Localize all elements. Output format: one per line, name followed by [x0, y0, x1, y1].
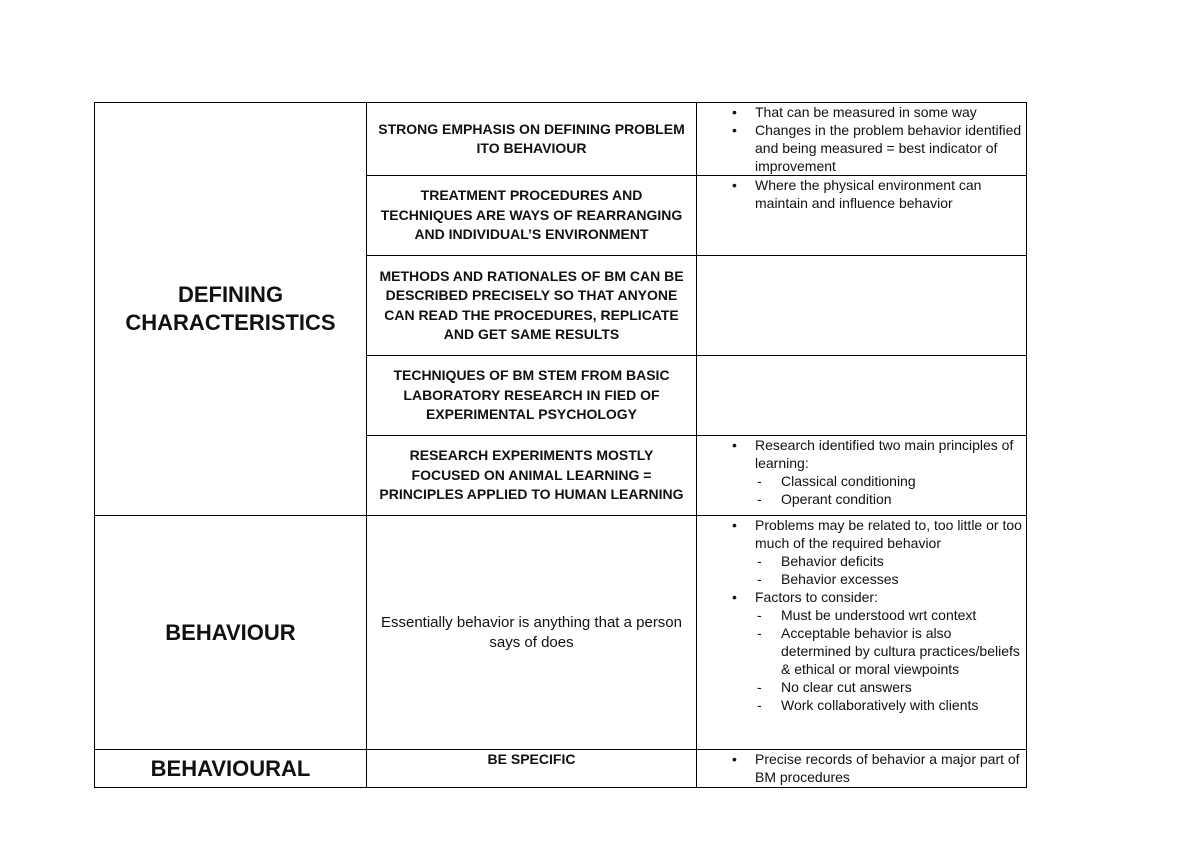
list-item: • Changes in the problem behavior identified and being measured = best indicator of improvement — [697, 121, 1022, 175]
table-cell — [697, 516, 1027, 750]
table-cell: BE SPECIFIC — [367, 750, 697, 788]
list-item: • Factors to consider: — [697, 588, 1022, 606]
list-item: • Precise records of behavior a major part of BM procedures — [697, 750, 1022, 786]
table-cell: TECHNIQUES OF BM STEM FROM BASIC LABORATORY RESEARCH IN FIED OF EXPERIMENTAL PSYCHOLOGY — [367, 356, 697, 436]
list-item: - Must be understood wrt context — [697, 606, 1022, 624]
list-item: • Research identified two main principles of learning: — [697, 436, 1022, 472]
list-item: • That can be measured in some way — [697, 103, 1022, 121]
document-table — [94, 102, 1027, 788]
table-cell — [697, 750, 1027, 788]
section-heading-defining-characteristics: DEFINING CHARACTERISTICS — [95, 103, 367, 516]
list-item: - Acceptable behavior is also determined by cultura practices/beliefs & ethical or moral viewpoints — [697, 624, 1022, 678]
section-heading-behavioural: BEHAVIOURAL — [95, 750, 367, 788]
table-cell — [697, 176, 1027, 256]
section-heading-behaviour: BEHAVIOUR — [95, 516, 367, 750]
list-item: - Classical conditioning — [697, 472, 1022, 490]
list-item: • Problems may be related to, too little or too much of the required behavior — [697, 516, 1022, 552]
table-cell-empty — [697, 256, 1027, 356]
list-item: - Work collaboratively with clients — [697, 696, 1022, 714]
list-item: - No clear cut answers — [697, 678, 1022, 696]
table-row — [95, 750, 1027, 788]
table-row — [95, 516, 1027, 750]
table-cell: METHODS AND RATIONALES OF BM CAN BE DESCRIBED PRECISELY SO THAT ANYONE CAN READ THE PROCEDURES, REPLICATE AND GET SAME RESULTS — [367, 256, 697, 356]
table-cell — [697, 436, 1027, 516]
table-cell-empty — [697, 356, 1027, 436]
table-cell: TREATMENT PROCEDURES AND TECHNIQUES ARE WAYS OF REARRANGING AND INDIVIDUAL’S ENVIRONMENT — [367, 176, 697, 256]
list-item: - Behavior deficits — [697, 552, 1022, 570]
table-cell: STRONG EMPHASIS ON DEFINING PROBLEM ITO BEHAVIOUR — [367, 103, 697, 176]
list-item: - Behavior excesses — [697, 570, 1022, 588]
table-row — [95, 103, 1027, 176]
table-cell: RESEARCH EXPERIMENTS MOSTLY FOCUSED ON ANIMAL LEARNING = PRINCIPLES APPLIED TO HUMAN LEARNING — [367, 436, 697, 516]
list-item: • Where the physical environment can maintain and influence behavior — [697, 176, 1022, 212]
table-cell — [697, 103, 1027, 176]
table-cell: Essentially behavior is anything that a person says of does — [367, 516, 697, 750]
list-item: - Operant condition — [697, 490, 1022, 508]
